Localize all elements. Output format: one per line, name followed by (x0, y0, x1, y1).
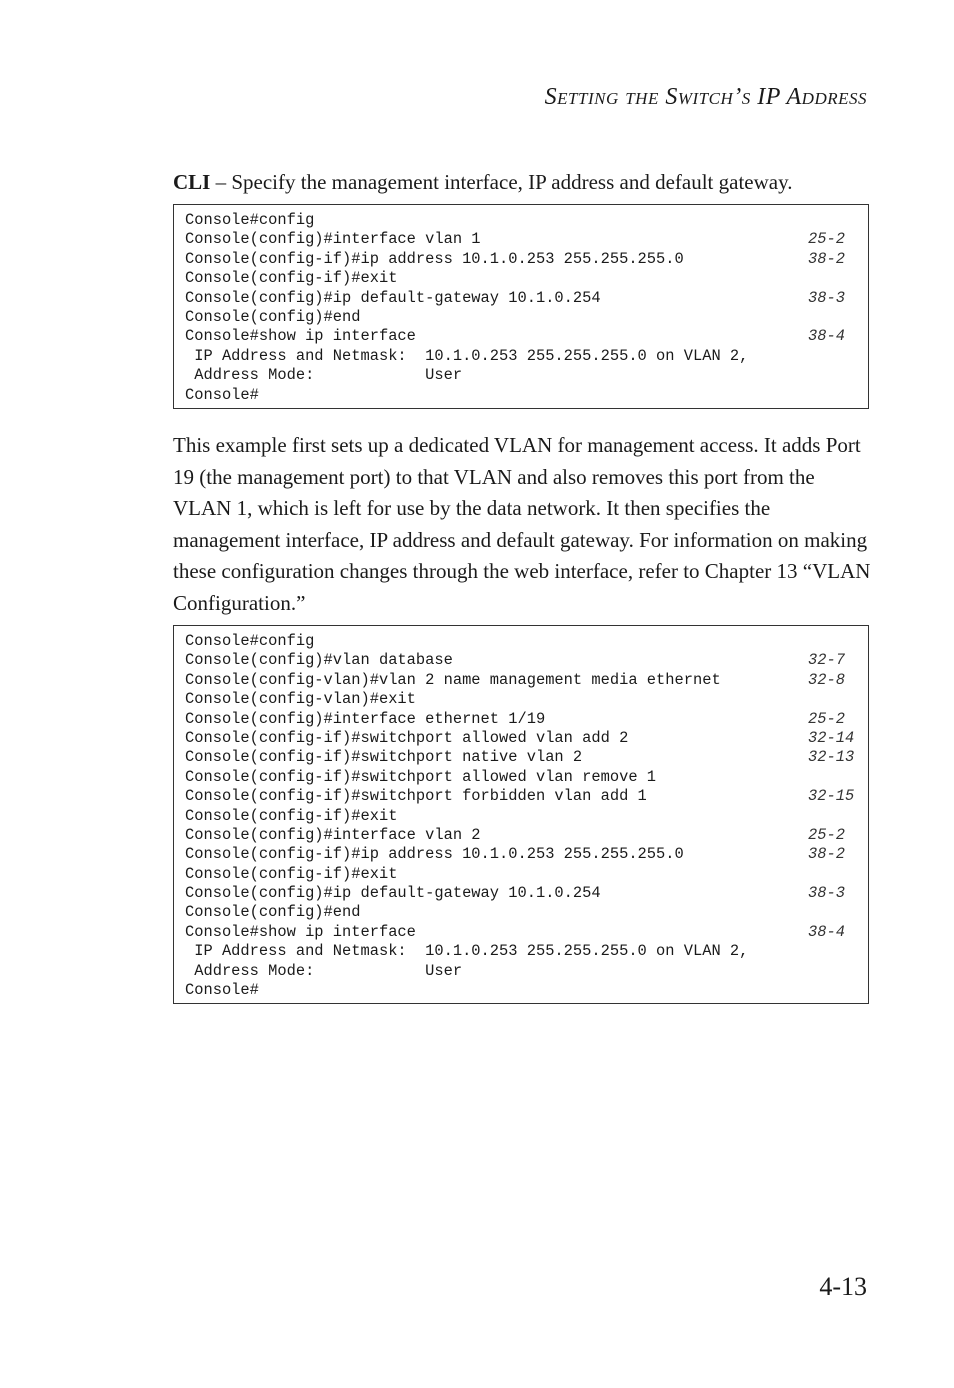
code-command: Console(config-if)#switchport forbidden vlan add 1 (185, 787, 647, 806)
code-line (185, 748, 868, 767)
code-command: Console(config)#ip default-gateway 10.1.0.254 (185, 884, 601, 903)
code-line (185, 729, 868, 748)
code-line (185, 632, 868, 651)
code-command: Console(config-if)#switchport allowed vlan remove 1 (185, 767, 657, 786)
code-page-reference: 32-15 (808, 787, 855, 806)
code-command: Console(config-if)#exit (185, 864, 398, 883)
code-command: Console(config)#vlan database (185, 651, 453, 670)
code-command: Console(config)#end (185, 307, 361, 326)
code-command: Address Mode: User (185, 961, 463, 980)
code-line (185, 962, 868, 981)
code-line (185, 308, 868, 327)
code-line (185, 787, 868, 806)
code-page-reference: 32-13 (808, 748, 855, 767)
code-line (185, 903, 868, 922)
code-block-2 (173, 625, 869, 1004)
code-page-reference: 38-2 (808, 249, 845, 268)
code-command: Console(config-if)#exit (185, 269, 398, 288)
code-line (185, 651, 868, 670)
code-line (185, 327, 868, 346)
code-command: Console#show ip interface (185, 327, 416, 346)
code-command: Console(config-if)#ip address 10.1.0.253 255.255.255.0 (185, 845, 684, 864)
code-page-reference: 32-7 (808, 651, 845, 670)
code-line (185, 845, 868, 864)
code-line (185, 690, 868, 709)
code-page-reference: 25-2 (808, 709, 845, 728)
code-command: Console(config-if)#switchport allowed vlan add 2 (185, 728, 629, 747)
cli-intro-text: – Specify the management interface, IP address and default gateway. (210, 170, 793, 194)
code-line (185, 807, 868, 826)
code-line (185, 671, 868, 690)
running-header: Setting the Switch’s IP Address (544, 84, 867, 110)
code-line (185, 386, 868, 405)
code-line (185, 250, 868, 269)
code-page-reference: 25-2 (808, 825, 845, 844)
code-line (185, 347, 868, 366)
code-line (185, 211, 868, 230)
body-paragraph: This example first sets up a dedicated VLAN for management access. It adds Port 19 (the management port) to that VLAN and also removes this port from the VLAN 1, which is left for use by the data network. It then specifies the management interface, IP address and default gateway. For information on making these configuration changes through the web interface, refer to Chapter 13 “VLAN Configuration.” (173, 433, 871, 615)
code-page-reference: 38-4 (808, 327, 845, 346)
code-command: IP Address and Netmask: 10.1.0.253 255.255.255.0 on VLAN 2, (185, 942, 749, 961)
code-line (185, 981, 868, 1000)
code-command: Console(config-vlan)#exit (185, 690, 416, 709)
code-command: Console(config)#end (185, 903, 361, 922)
code-command: Console(config)#interface vlan 2 (185, 825, 481, 844)
code-line (185, 768, 868, 787)
code-line (185, 269, 868, 288)
code-line (185, 865, 868, 884)
cli-label: CLI (173, 170, 211, 194)
code-line (185, 366, 868, 385)
code-block-1 (173, 204, 869, 409)
code-command: Console#config (185, 632, 315, 650)
cli-intro (173, 168, 873, 196)
code-command: Console(config-if)#exit (185, 806, 398, 825)
code-command: Console#show ip interface (185, 922, 416, 941)
code-command: Console# (185, 385, 259, 404)
code-page-reference: 32-8 (808, 670, 845, 689)
code-page-reference: 25-2 (808, 230, 845, 249)
code-command: Console(config)#interface vlan 1 (185, 230, 481, 249)
code-line (185, 826, 868, 845)
code-command: IP Address and Netmask: 10.1.0.253 255.255.255.0 on VLAN 2, (185, 346, 749, 365)
code-command: Console# (185, 981, 259, 1000)
code-command: Address Mode: User (185, 366, 463, 385)
code-command: Console(config-if)#ip address 10.1.0.253 255.255.255.0 (185, 249, 684, 268)
code-line (185, 710, 868, 729)
code-command: Console#config (185, 211, 315, 229)
code-line (185, 942, 868, 961)
code-command: Console(config-if)#switchport native vlan 2 (185, 748, 583, 767)
code-page-reference: 38-2 (808, 845, 845, 864)
code-command: Console(config)#interface ethernet 1/19 (185, 709, 546, 728)
code-line (185, 289, 868, 308)
code-line (185, 884, 868, 903)
code-line (185, 230, 868, 249)
code-page-reference: 38-3 (808, 884, 845, 903)
code-command: Console(config-vlan)#vlan 2 name management media ethernet (185, 670, 721, 689)
page-number: 4-13 (819, 1272, 867, 1301)
code-line (185, 923, 868, 942)
code-page-reference: 38-3 (808, 288, 845, 307)
code-command: Console(config)#ip default-gateway 10.1.0.254 (185, 288, 601, 307)
code-page-reference: 32-14 (808, 728, 855, 747)
code-page-reference: 38-4 (808, 922, 845, 941)
